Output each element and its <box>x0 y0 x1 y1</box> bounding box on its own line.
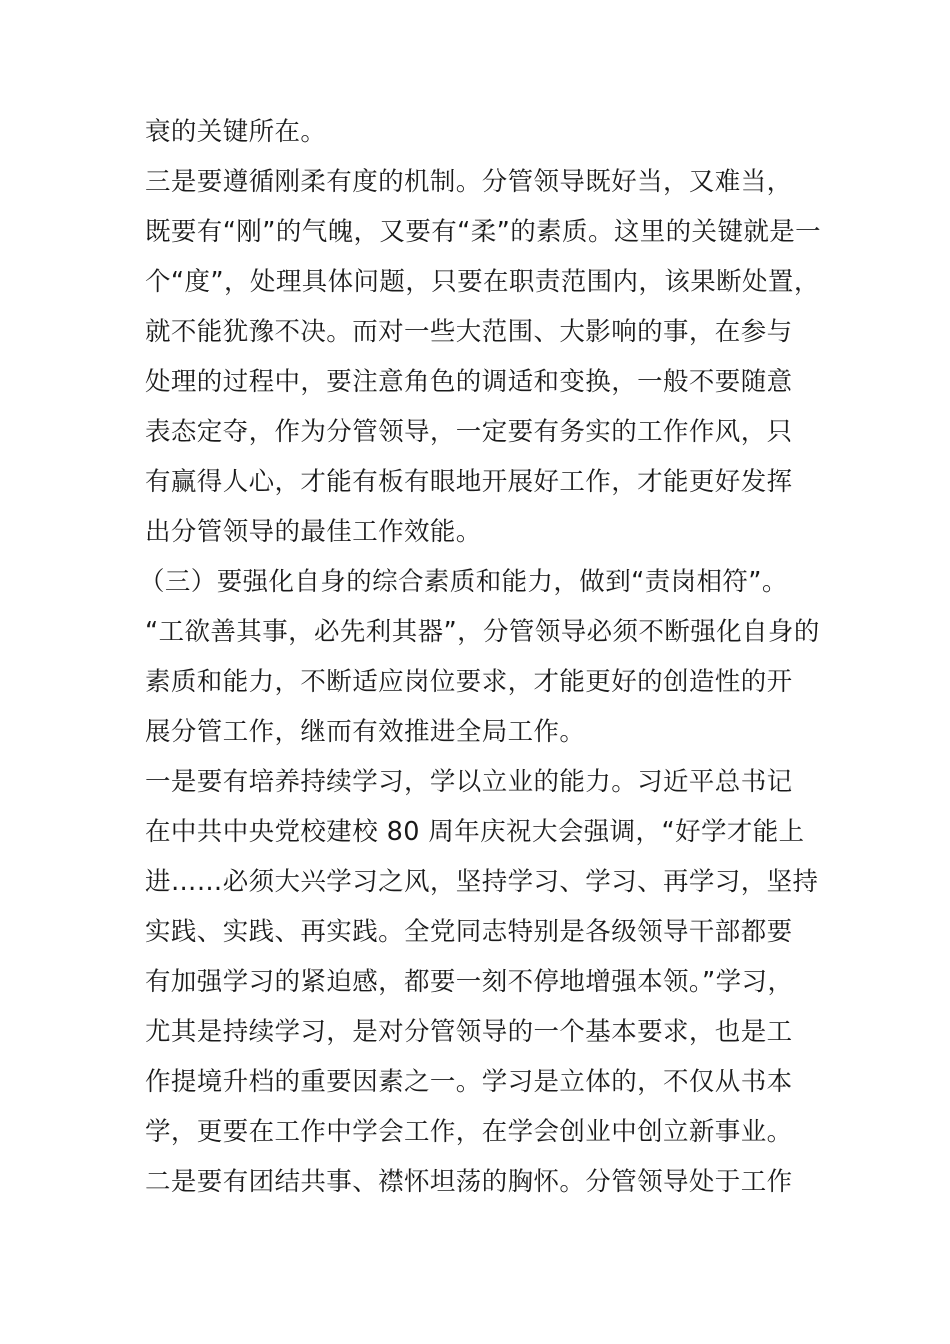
text-line: 尤其是持续学习，是对分管领导的一个基本要求，也是工 <box>145 1017 793 1047</box>
text-line: 表态定夺，作为分管领导，一定要有务实的工作作风，只 <box>145 417 793 447</box>
text-line: 进……必须大兴学习之风，坚持学习、学习、再学习，坚持 <box>145 867 819 897</box>
text-line: 学，更要在工作中学会工作，在学会创业中创立新事业。 <box>145 1117 793 1147</box>
text-line: 出分管领导的最佳工作效能。 <box>145 517 482 547</box>
body-text <box>139 107 822 1207</box>
text-line: “工欲善其事，必先利其器”，分管领导必须不断强化自身的 <box>145 617 820 647</box>
text-line: 一是要有培养持续学习，学以立业的能力。习近平总书记 <box>145 767 793 797</box>
text-line: 在中共中央党校建校 80 周年庆祝大会强调，“好学才能上 <box>145 817 805 847</box>
text-line: 展分管工作，继而有效推进全局工作。 <box>145 717 586 747</box>
section-heading: （三）要强化自身的综合素质和能力，做到“责岗相符”。 <box>139 567 788 597</box>
text-line: 三是要遵循刚柔有度的机制。分管领导既好当，又难当， <box>145 167 793 197</box>
text-line: 有赢得人心，才能有板有眼地开展好工作，才能更好发挥 <box>145 467 793 497</box>
text-line: 就不能犹豫不决。而对一些大范围、大影响的事，在参与 <box>145 317 793 347</box>
text-line: 二是要有团结共事、襟怀坦荡的胸怀。分管领导处于工作 <box>145 1167 793 1197</box>
text-line: 素质和能力，不断适应岗位要求，才能更好的创造性的开 <box>145 667 793 697</box>
text-line: 实践、实践、再实践。全党同志特别是各级领导干部都要 <box>145 917 793 947</box>
text-line: 既要有“刚”的气魄，又要有“柔”的素质。这里的关键就是一 <box>145 217 822 247</box>
text-line: 作提境升档的重要因素之一。学习是立体的，不仅从书本 <box>145 1067 793 1097</box>
text-line: 处理的过程中，要注意角色的调适和变换，一般不要随意 <box>145 367 793 397</box>
text-line: 衰的关键所在。 <box>145 117 327 147</box>
text-line: 个“度”，处理具体问题，只要在职责范围内，该果断处置， <box>145 267 820 297</box>
text-line: 有加强学习的紧迫感，都要一刻不停地增强本领。”学习， <box>145 967 794 997</box>
